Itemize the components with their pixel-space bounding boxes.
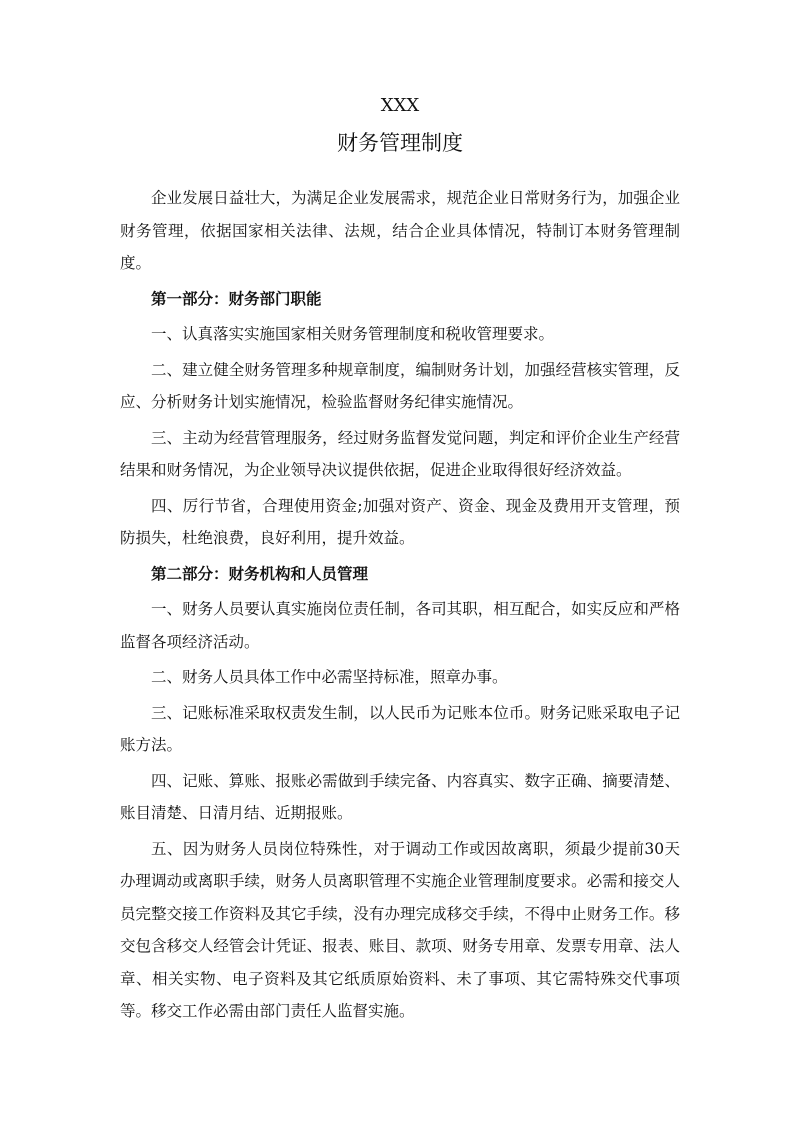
section-heading: 第一部分：财务部门职能 [151, 288, 322, 308]
section-2 [120, 558, 680, 1028]
document-title: XXX [380, 95, 420, 116]
list-item: 四、厉行节省，合理使用资金;加强对资产、资金、现金及费用开支管理，预防损失，杜绝浪费，良好利用，提升效益。 [120, 496, 680, 547]
list-item: 二、建立健全财务管理多种规章制度，编制财务计划，加强经营核实管理，反应、分析财务计划实施情况，检验监督财务纪律实施情况。 [120, 360, 680, 411]
document-page [120, 92, 680, 1031]
section-heading: 第二部分：财务机构和人员管理 [151, 563, 369, 583]
list-item: 四、记账、算账、报账必需做到手续完备、内容真实、数字正确、摘要清楚、账目清楚、日清月结、近期报账。 [120, 771, 680, 822]
list-item: 五、因为财务人员岗位特殊性，对于调动工作或因故离职，须最少提前30天办理调动或离职手续，财务人员离职管理不实施企业管理制度要求。必需和接交人员完整交接工作资料及其它手续，没有办理完成移交手续，不得中止财务工作。移交包含移交人经管会计凭证、报表、账目、款项、财务专用章、发票专用章、法人章、相关实物、电子资料及其它纸质原始资料、未了事项、其它需特殊交代事项等。移交工作必需由部门责任人监督实施。 [120, 839, 680, 1020]
section-1 [120, 283, 680, 555]
list-item: 三、主动为经营管理服务，经过财务监督发觉问题，判定和评价企业生产经营结果和财务情况，为企业领导决议提供依据，促进企业取得很好经济效益。 [120, 428, 680, 479]
list-item: 一、财务人员要认真实施岗位责任制，各司其职，相互配合，如实反应和严格监督各项经济活动。 [120, 600, 680, 651]
list-item: 三、记账标准采取权责发生制，以人民币为记账本位币。财务记账采取电子记账方法。 [120, 703, 680, 754]
intro-paragraph: 企业发展日益壮大，为满足企业发展需求，规范企业日常财务行为，加强企业财务管理，依据国家相关法律、法规，结合企业具体情况，特制订本财务管理制度。 [120, 189, 680, 272]
list-item: 一、认真落实实施国家相关财务管理制度和税收管理要求。 [151, 325, 555, 343]
list-item: 二、财务人员具体工作中必需坚持标准，照章办事。 [151, 668, 508, 686]
document-subtitle: 财务管理制度 [337, 131, 463, 155]
